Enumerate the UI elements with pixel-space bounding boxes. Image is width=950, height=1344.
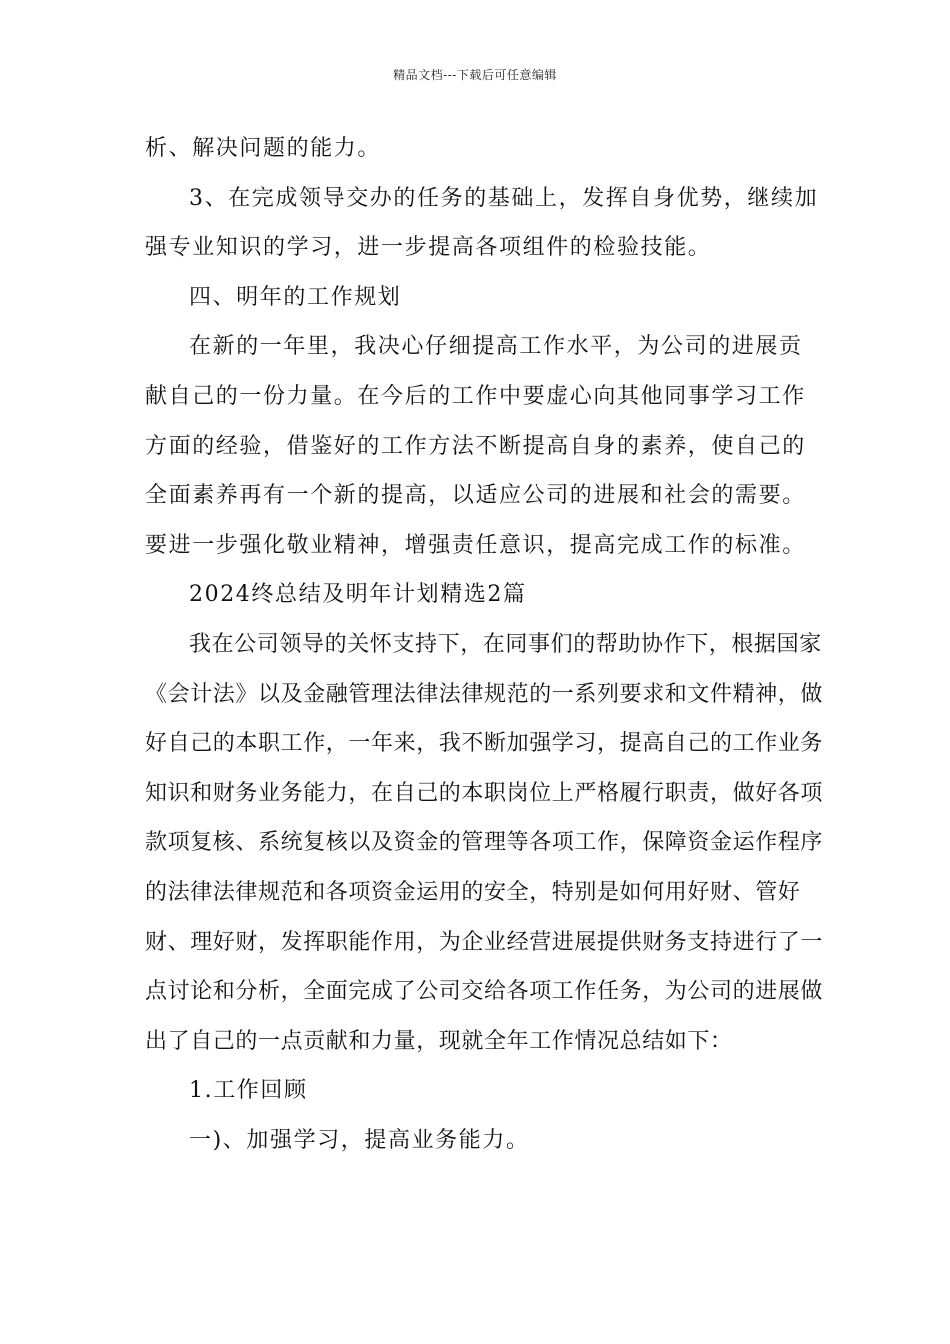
- subsection-heading-learning: 一)、加强学习，提高业务能力。: [189, 1127, 530, 1153]
- article-title: 2024终总结及明年计划精选2篇: [189, 582, 527, 608]
- document-body: [145, 124, 825, 1165]
- paragraph-intro: 我在公司领导的关怀支持下，在同事们的帮助协作下，根据国家《会计法》以及金融管理法律法律规范的一系列要求和文件精神，做好自己的本职工作，一年来，我不断加强学习，提高自己的工作业务知识和财务业务能力，在自己的本职岗位上严格履行职责，做好各项款项复核、系统复核以及资金的管理等各项工作，保障资金运作程序的法律法律规范和各项资金运用的安全，特别是如何用好财、管好财、理好财，发挥职能作用，为企业经营进展提供财务支持进行了一点讨论和分析，全面完成了公司交给各项工作任务，为公司的进展做出了自己的一点贡献和力量，现就全年工作情况总结如下：: [145, 631, 824, 1054]
- section-heading-work-review: 1.工作回顾: [189, 1078, 308, 1104]
- paragraph-continuation: 析、解决问题的能力。: [145, 136, 382, 161]
- paragraph-item-3: 3、在完成领导交办的任务的基础上，发挥自身优势，继续加强专业知识的学习，进一步提高各项组件的检验技能。: [145, 185, 819, 261]
- section-heading-next-year-plan: 四、明年的工作规划: [189, 284, 402, 310]
- page-header: 精品文档---下载后可任意编辑: [393, 68, 557, 82]
- paragraph-next-year: 在新的一年里，我决心仔细提高工作水平，为公司的进展贡献自己的一份力量。在今后的工作中要虚心向其他同事学习工作方面的经验，借鉴好的工作方法不断提高自身的素养，使自己的全面素养再有一个新的提高，以适应公司的进展和社会的需要。要进一步强化敬业精神，增强责任意识，提高完成工作的标准。: [145, 334, 806, 558]
